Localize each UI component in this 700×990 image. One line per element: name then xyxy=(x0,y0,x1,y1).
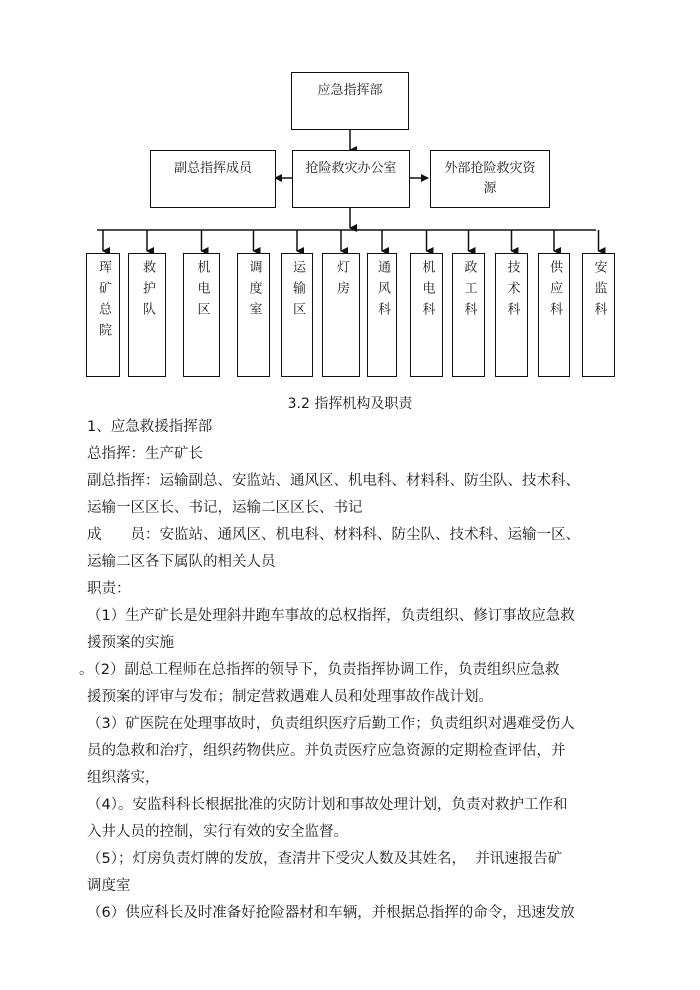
duty-item-1-line-1: （1）生产矿长是处理斜井跑车事故的总权指挥，负责组织、修订事故应急救 xyxy=(87,608,575,624)
distribution-drops xyxy=(103,230,599,251)
unit-box xyxy=(86,253,120,377)
duty-item-2-line-1: 。（2）副总工程师在总指挥的领导下，负责指挥协调工作，负责组织应急救 xyxy=(79,662,560,678)
document-body xyxy=(79,414,627,927)
unit-label: 通风科 xyxy=(375,260,390,323)
unit-label: 机电科 xyxy=(419,260,435,323)
duties-label: 职责： xyxy=(87,581,131,597)
org-chart xyxy=(0,0,700,390)
deputy-commanders-box xyxy=(150,150,276,208)
deputy-line-cont: 运输一区区长、书记，运输二区区长、书记 xyxy=(87,500,363,516)
unit-box xyxy=(237,253,270,377)
rescue-office-label: 抢险救灾办公室 xyxy=(305,161,397,176)
duty-item-5-line-1: （5）；灯房负责灯牌的发放，查清井下受灾人数及其姓名， 并讯速报告矿 xyxy=(87,851,563,867)
external-resources-label: 外部抢险救灾资源 xyxy=(444,161,536,196)
unit-label: 运输区 xyxy=(290,260,305,323)
unit-label: 机电区 xyxy=(194,260,210,323)
duty-item-4-line-1: （4）。安监科科长根据批准的灾防计划和事故处理计划，负责对救护工作和 xyxy=(87,797,568,813)
commander-value: 生产矿长 xyxy=(145,446,203,462)
members-line xyxy=(87,522,627,549)
unit-label: 救护队 xyxy=(140,260,155,323)
unit-box xyxy=(495,253,528,377)
unit-box xyxy=(183,253,220,377)
duty-item-1-line-2: 援预案的实施 xyxy=(87,635,174,651)
duty-item-5-line-2: 调度室 xyxy=(87,878,131,894)
members-value-1: 安监站、通风区、机电科、材料科、防尘队、技术科、运输一区、 xyxy=(159,527,580,543)
duty-item-4-line-2: 入井人员的控制，实行有效的安全监督。 xyxy=(87,824,348,840)
members-line-cont: 运输二区各下属队的相关人员 xyxy=(87,554,276,570)
external-resources-box xyxy=(430,150,550,208)
duty-item-2-line-2: 援预案的评审与发布；制定营救遇难人员和处理事故作战计划。 xyxy=(87,689,493,705)
unit-box xyxy=(128,253,166,377)
unit-label: 珲矿总院 xyxy=(96,260,111,344)
deputy-commanders-label: 副总指挥成员 xyxy=(173,161,252,176)
deputy-label: 副总指挥： xyxy=(87,473,160,489)
duty-item-3-line-2: 员的急救和治疗，组织药物供应。并负责医疗应急资源的定期检查评估，并 xyxy=(87,743,566,759)
rescue-office-box xyxy=(292,150,410,208)
figure-caption: 3.2 指挥机构及职责 xyxy=(287,396,413,412)
command-headquarters-box xyxy=(291,72,409,130)
deputy-value-1: 运输副总、安监站、通风区、机电科、材料科、防尘队、技术科、 xyxy=(159,473,580,489)
duty-item-3-line-3: 组织落实， xyxy=(87,770,160,786)
members-label: 成 员： xyxy=(87,527,160,543)
duty-item-6-line-1: （6）供应科长及时准备好抢险器材和车辆，并根据总指挥的命令，迅速发放 xyxy=(87,905,575,921)
commander-label: 总指挥： xyxy=(87,446,145,462)
unit-box xyxy=(538,253,570,377)
unit-box xyxy=(452,253,485,377)
unit-box xyxy=(322,253,360,377)
section-title: 1、应急救援指挥部 xyxy=(87,419,213,435)
unit-box xyxy=(582,253,615,377)
unit-box xyxy=(281,253,313,377)
unit-label: 供应科 xyxy=(547,260,562,323)
unit-label: 灯房 xyxy=(334,260,349,302)
duty-item-3-line-1: （3）矿医院在处理事故时，负责组织医疗后勤工作；负责组织对遇难受伤人 xyxy=(87,716,575,732)
command-headquarters-label: 应急指挥部 xyxy=(317,83,383,98)
unit-box xyxy=(410,253,443,377)
deputy-line xyxy=(87,468,627,495)
unit-label: 安监科 xyxy=(591,260,607,323)
unit-label: 政工科 xyxy=(461,260,477,323)
commander-line xyxy=(87,441,627,468)
unit-label: 技术科 xyxy=(504,260,520,323)
unit-box xyxy=(367,253,397,377)
unit-label: 调度室 xyxy=(246,260,262,323)
